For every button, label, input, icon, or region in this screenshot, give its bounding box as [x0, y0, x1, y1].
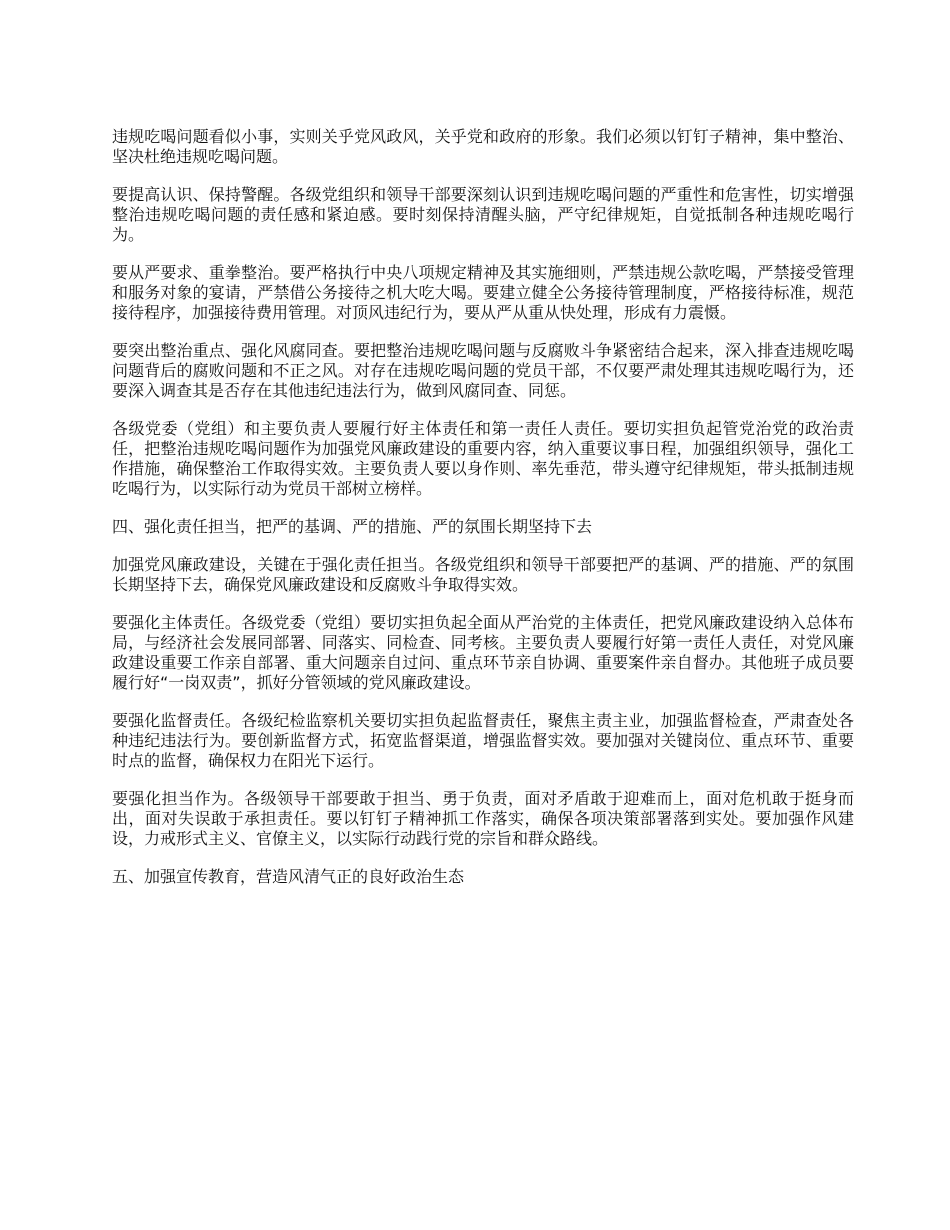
- paragraph-focus-rectification: 要突出整治重点、强化风腐同查。要把整治违规吃喝问题与反腐败斗争紧密结合起来，深入排查违规吃喝问题背后的腐败问题和不正之风。对存在违规吃喝问题的党员干部，不仅要严肃处理其违规吃喝行为，还要深入调查其是否存在其他违纪违法行为，做到风腐同查、同惩。: [112, 341, 854, 400]
- paragraph-raise-awareness: 要提高认识、保持警醒。各级党组织和领导干部要深刻认识到违规吃喝问题的严重性和危害性，切实增强整治违规吃喝问题的责任感和紧迫感。要时刻保持清醒头脑，严守纪律规矩，自觉抵制各种违规吃喝行为。: [112, 185, 854, 244]
- paragraph-take-responsibility: 要强化担当作为。各级领导干部要敢于担当、勇于负责，面对矛盾敢于迎难而上，面对危机敢于挺身而出，面对失误敢于承担责任。要以钉钉子精神抓工作落实，确保各项决策部署落到实处。要加强作风建设，力戒形式主义、官僚主义，以实际行动践行党的宗旨和群众路线。: [112, 789, 854, 848]
- paragraph-intro: 违规吃喝问题看似小事，实则关乎党风政风，关乎党和政府的形象。我们必须以钉钉子精神，集中整治、坚决杜绝违规吃喝问题。: [112, 127, 854, 166]
- paragraph-main-responsibility: 要强化主体责任。各级党委（党组）要切实担负起全面从严治党的主体责任，把党风廉政建设纳入总体布局，与经济社会发展同部署、同落实、同检查、同考核。主要负责人要履行好第一责任人责任，对党风廉政建设重要工作亲自部署、重大问题亲自过问、重点环节亲自协调、重要案件亲自督办。其他班子成员要履行好“一岗双责”，抓好分管领域的党风廉政建设。: [112, 613, 854, 692]
- document-body: [112, 127, 854, 905]
- paragraph-strict-rectification: 要从严要求、重拳整治。要严格执行中央八项规定精神及其实施细则，严禁违规公款吃喝，严禁接受管理和服务对象的宴请，严禁借公务接待之机大吃大喝。要建立健全公务接待管理制度，严格接待标准，规范接待程序，加强接待费用管理。对顶风违纪行为，要从严从重从快处理，形成有力震慑。: [112, 263, 854, 322]
- section-heading-five: 五、加强宣传教育，营造风清气正的良好政治生态: [112, 867, 465, 886]
- paragraph-strengthen-responsibility: 加强党风廉政建设，关键在于强化责任担当。各级党组织和领导干部要把严的基调、严的措施、严的氛围长期坚持下去，确保党风廉政建设和反腐败斗争取得实效。: [112, 555, 854, 594]
- paragraph-party-committee-responsibility: 各级党委（党组）和主要负责人要履行好主体责任和第一责任人责任。要切实担负起管党治党的政治责任，把整治违规吃喝问题作为加强党风廉政建设的重要内容，纳入重要议事日程，加强组织领导，强化工作措施，确保整治工作取得实效。主要负责人要以身作则、率先垂范，带头遵守纪律规矩，带头抵制违规吃喝行为，以实际行动为党员干部树立榜样。: [112, 419, 854, 498]
- paragraph-supervision-responsibility: 要强化监督责任。各级纪检监察机关要切实担负起监督责任，聚焦主责主业，加强监督检查，严肃查处各种违纪违法行为。要创新监督方式，拓宽监督渠道，增强监督实效。要加强对关键岗位、重点环节、重要时点的监督，确保权力在阳光下运行。: [112, 711, 854, 770]
- section-heading-four: 四、强化责任担当，把严的基调、严的措施、严的氛围长期坚持下去: [112, 517, 593, 536]
